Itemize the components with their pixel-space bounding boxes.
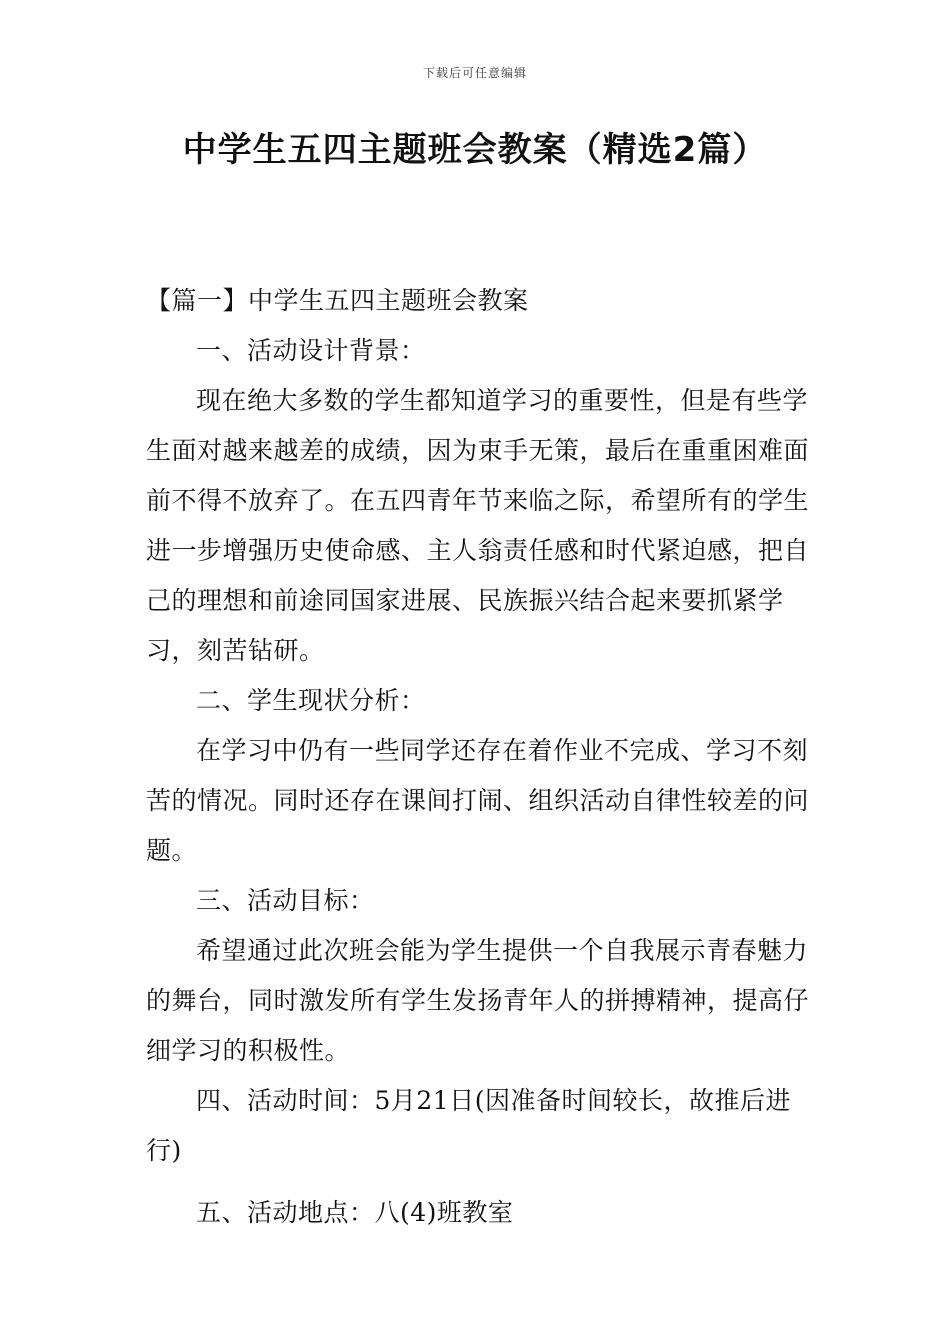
heading-activity-background: 一、活动设计背景： — [196, 336, 426, 365]
heading-student-analysis: 二、学生现状分析： — [196, 686, 426, 715]
paragraph-student-analysis: 在学习中仍有一些同学还存在着作业不完成、学习不刻苦的情况。同时还存在课间打闹、组织活动自律性较差的问题。 — [146, 736, 810, 865]
paragraph-activity-location: 五、活动地点：八(4)班教室 — [196, 1198, 514, 1227]
section-title: 【篇一】中学生五四主题班会教案 — [146, 286, 529, 315]
paragraph-activity-goals: 希望通过此次班会能为学生提供一个自我展示青春魅力的舞台，同时激发所有学生发扬青年人的拼搏精神，提高仔细学习的积极性。 — [146, 936, 810, 1065]
paragraph-activity-background: 现在绝大多数的学生都知道学习的重要性，但是有些学生面对越来越差的成绩，因为束手无策，最后在重重困难面前不得不放弃了。在五四青年节来临之际，希望所有的学生进一步增强历史使命感、主人翁责任感和时代紧迫感，把自己的理想和前途同国家进展、民族振兴结合起来要抓紧学习，刻苦钻研。 — [146, 386, 810, 665]
header-note: 下载后可任意编辑 — [422, 66, 527, 80]
paragraph-activity-time: 四、活动时间：5月21日(因准备时间较长，故推后进行) — [146, 1086, 791, 1165]
heading-activity-goals: 三、活动目标： — [196, 886, 375, 915]
document-title: 中学生五四主题班会教案（精选2篇） — [182, 130, 768, 170]
document-body — [146, 276, 810, 1238]
